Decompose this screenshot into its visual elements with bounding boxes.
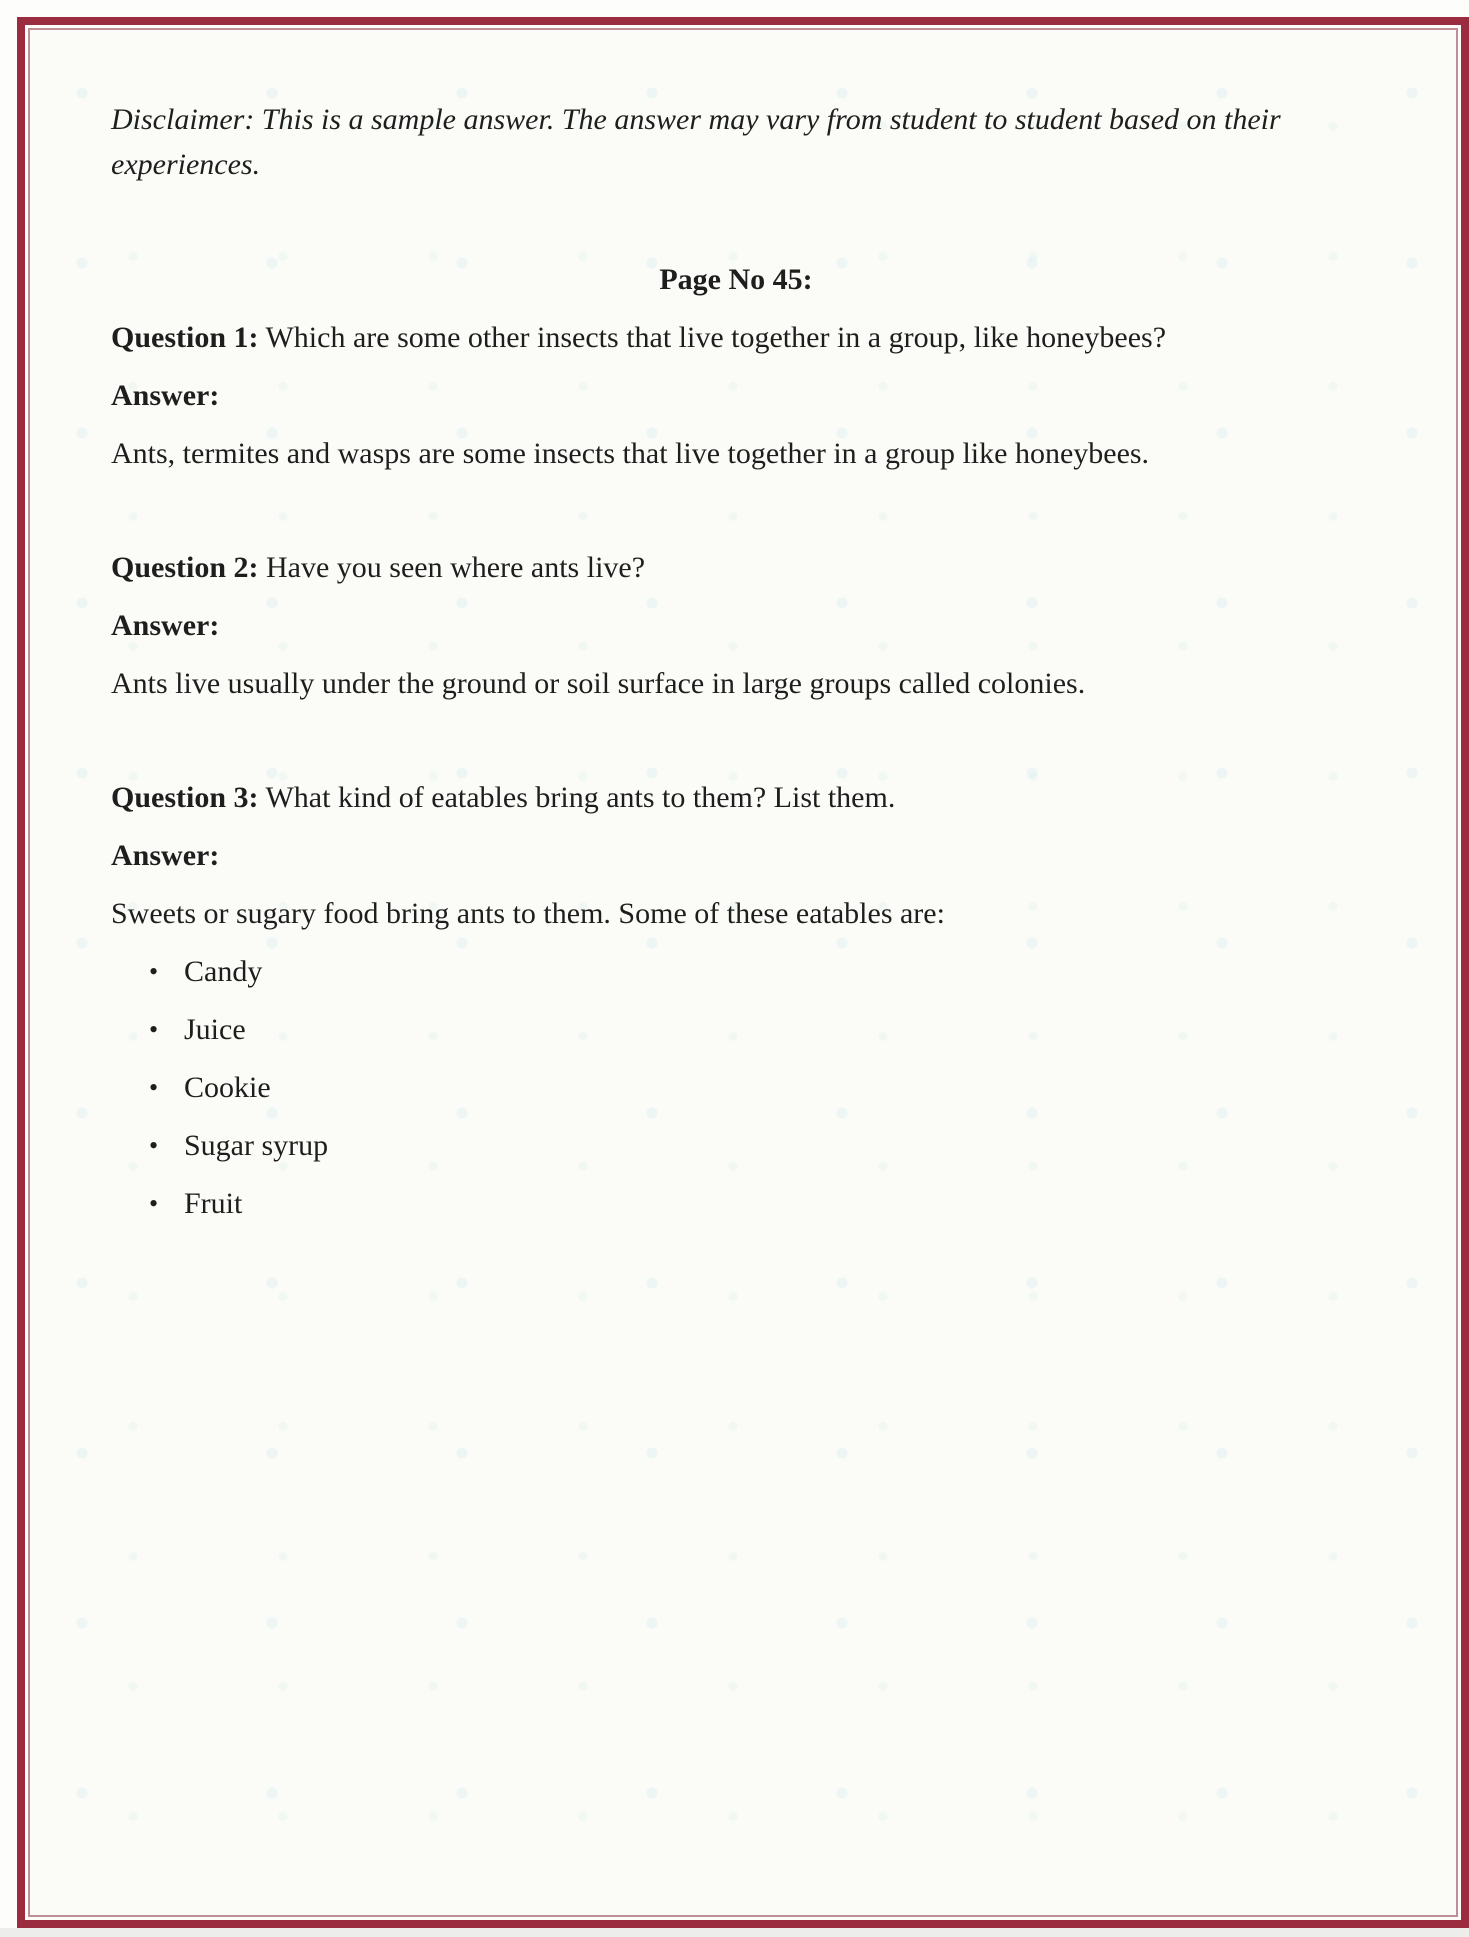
- answer-2-text: Ants live usually under the ground or soil surface in large groups called colonies.: [111, 667, 1086, 700]
- qa-section-2: [111, 547, 1361, 704]
- answer-3-text: Sweets or sugary food bring ants to them. Some of these eatables are:: [111, 897, 945, 930]
- qa-section-1: [111, 317, 1361, 474]
- list-item-sugar-syrup: • Sugar syrup: [184, 1125, 1361, 1166]
- page-heading: Page No 45:: [659, 263, 813, 296]
- answer-2-label: Answer:: [111, 609, 220, 642]
- list-item-cookie: • Cookie: [184, 1067, 1361, 1108]
- question-1-paragraph: [111, 317, 1361, 358]
- answer-3-label: Answer:: [111, 839, 220, 872]
- page-border-frame: [17, 17, 1469, 1928]
- question-3-text: What kind of eatables bring ants to them? List them.: [265, 781, 896, 814]
- question-3-paragraph: [111, 777, 1361, 818]
- answer-1-label: Answer:: [111, 379, 220, 412]
- answer-1-label-paragraph: [111, 375, 1361, 416]
- page-content: [25, 25, 1461, 1224]
- question-1-label: Question 1:: [111, 321, 259, 354]
- answer-3-label-paragraph: [111, 835, 1361, 876]
- question-1-text: Which are some other insects that live together in a group, like honeybees?: [265, 321, 1167, 354]
- list-item-candy: • Candy: [184, 951, 1361, 992]
- scan-bottom-edge: [0, 1928, 1469, 1937]
- disclaimer-text: Disclaimer: This is a sample answer. The answer may vary from student to student based on their experiences.: [111, 103, 1281, 181]
- question-3-label: Question 3:: [111, 781, 259, 814]
- qa-section-3: [111, 777, 1361, 1224]
- eatables-list: [111, 951, 1361, 1224]
- list-item-juice: • Juice: [184, 1009, 1361, 1050]
- list-item-fruit: • Fruit: [184, 1183, 1361, 1224]
- answer-2-label-paragraph: [111, 605, 1361, 646]
- question-2-paragraph: [111, 547, 1361, 588]
- answer-1-text: Ants, termites and wasps are some insects that live together in a group like honeybees.: [111, 437, 1150, 470]
- question-2-text: Have you seen where ants live?: [266, 551, 646, 584]
- question-2-label: Question 2:: [111, 551, 259, 584]
